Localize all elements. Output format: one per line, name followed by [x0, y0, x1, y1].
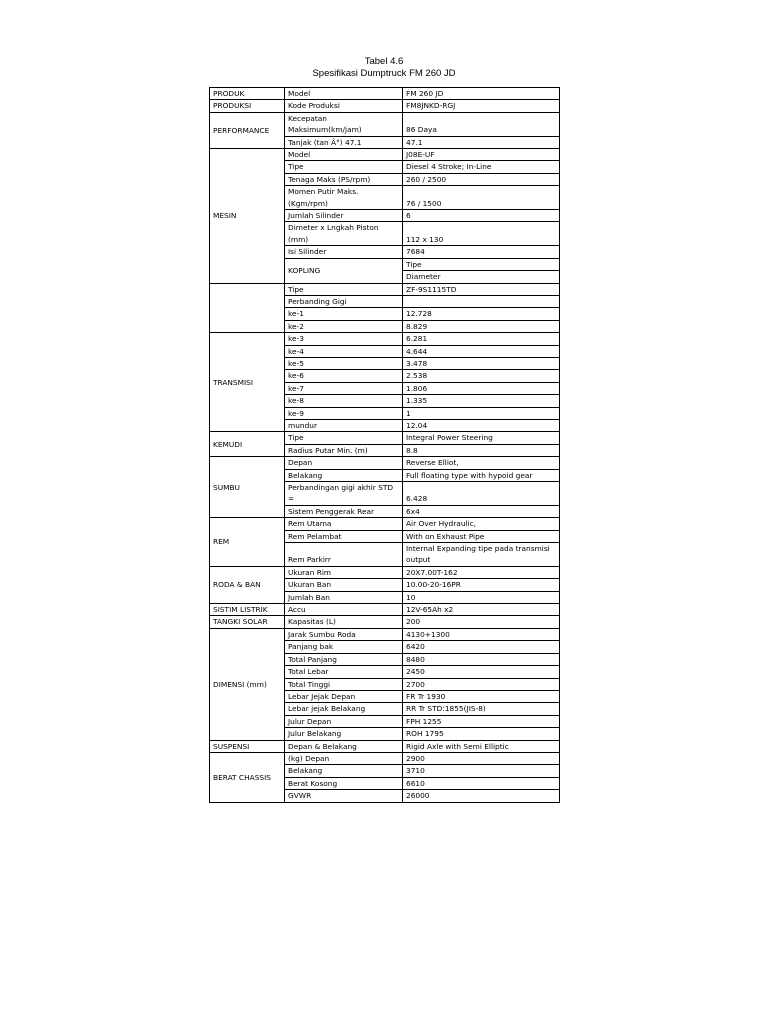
value-cell: 1	[403, 407, 560, 419]
section-label: REM	[210, 518, 285, 567]
section-label	[210, 283, 285, 333]
table-caption	[0, 56, 768, 80]
parameter-cell: Tipe	[403, 258, 560, 270]
table-row	[210, 112, 560, 136]
value-cell: 112 x 130	[403, 222, 560, 246]
table-title: Spesifikasi Dumptruck FM 260 JD	[312, 68, 456, 79]
parameter-cell: Rem Utama	[285, 518, 403, 530]
value-cell: 3710	[403, 765, 560, 777]
section-label: KOPLING	[285, 258, 403, 283]
value-cell: 7684	[403, 246, 560, 258]
parameter-cell: Rem Pelambat	[285, 530, 403, 542]
value-cell: 10.00-20-16PR	[403, 579, 560, 591]
section-label: MESIN	[210, 149, 285, 283]
parameter-cell: Julur Belakang	[285, 728, 403, 740]
parameter-cell: Kapasitas (L)	[285, 616, 403, 628]
parameter-cell: Depan & Belakang	[285, 740, 403, 752]
section-label: PRODUKSI	[210, 100, 285, 112]
parameter-cell: Panjang bak	[285, 641, 403, 653]
parameter-cell: Jarak Sumbu Roda	[285, 628, 403, 640]
value-cell: 4.644	[403, 345, 560, 357]
parameter-cell: Model	[285, 149, 403, 161]
value-cell: FR Tr 1930	[403, 690, 560, 702]
value-cell: 2450	[403, 666, 560, 678]
value-cell: 3.478	[403, 357, 560, 369]
value-cell: 6420	[403, 641, 560, 653]
parameter-cell: Kode Produksi	[285, 100, 403, 112]
parameter-cell: Total Lebar	[285, 666, 403, 678]
section-label: SISTIM LISTRIK	[210, 604, 285, 616]
table-row	[210, 566, 560, 578]
value-cell: 6	[403, 210, 560, 222]
table-row	[210, 628, 560, 640]
parameter-cell: Total Panjang	[285, 653, 403, 665]
value-cell: With on Exhaust Pipe	[403, 530, 560, 542]
value-cell: ROH 1795	[403, 728, 560, 740]
value-cell: 6.428	[403, 482, 560, 506]
parameter-cell: Model	[285, 88, 403, 100]
value-cell: 2900	[403, 752, 560, 764]
parameter-cell: Momen Putir Maks. (Kgm/rpm)	[285, 186, 403, 210]
parameter-cell: Tipe	[285, 283, 403, 295]
value-cell: 12.04	[403, 419, 560, 431]
parameter-cell: Perbanding Gigi	[285, 295, 403, 307]
value-cell: 200	[403, 616, 560, 628]
table-row	[210, 432, 560, 444]
table-row	[210, 149, 560, 161]
value-cell: 26000	[403, 790, 560, 802]
section-label: DIMENSI (mm)	[210, 628, 285, 740]
value-cell: 12V-65Ah x2	[403, 604, 560, 616]
value-cell: 2700	[403, 678, 560, 690]
parameter-cell: Isi Silinder	[285, 246, 403, 258]
value-cell: 8480	[403, 653, 560, 665]
value-cell: RR Tr STD:1855(JIS-8)	[403, 703, 560, 715]
value-cell: 10	[403, 591, 560, 603]
value-cell	[403, 295, 560, 307]
value-cell: 76 / 1500	[403, 186, 560, 210]
value-cell: 47.1	[403, 136, 560, 148]
table-row	[210, 100, 560, 112]
parameter-cell: ke-7	[285, 382, 403, 394]
parameter-cell: Tenaga Maks (PS/rpm)	[285, 173, 403, 185]
value-cell: 2.538	[403, 370, 560, 382]
parameter-cell: ke-9	[285, 407, 403, 419]
parameter-cell: Lebar jejak Belakang	[285, 703, 403, 715]
parameter-cell: Diameter	[403, 271, 560, 283]
parameter-cell: Jumlah Silinder	[285, 210, 403, 222]
value-cell: Internal Expanding tipe pada transmisi output	[403, 543, 560, 567]
parameter-cell: ke-8	[285, 395, 403, 407]
parameter-cell: Depan	[285, 457, 403, 469]
table-row	[210, 604, 560, 616]
value-cell: 6x4	[403, 505, 560, 517]
section-label: TANGKI SOLAR	[210, 616, 285, 628]
parameter-cell: mundur	[285, 419, 403, 431]
value-cell: 12.728	[403, 308, 560, 320]
table-row	[210, 518, 560, 530]
parameter-cell: Ukuran Rim	[285, 566, 403, 578]
value-cell: 6.281	[403, 333, 560, 345]
section-label: PERFORMANCE	[210, 112, 285, 148]
table-row	[210, 333, 560, 345]
value-cell: 8.8	[403, 444, 560, 456]
parameter-cell: ke-1	[285, 308, 403, 320]
table-row	[210, 457, 560, 469]
value-cell: 6610	[403, 777, 560, 789]
parameter-cell: Tipe	[285, 161, 403, 173]
section-label: SUSPENSI	[210, 740, 285, 752]
parameter-cell: Berat Kosong	[285, 777, 403, 789]
parameter-cell: Perbandingan gigi akhir STD =	[285, 482, 403, 506]
value-cell: Reverse Elliot,	[403, 457, 560, 469]
spec-table-body	[210, 88, 560, 803]
parameter-cell: ke-4	[285, 345, 403, 357]
parameter-cell: Tipe	[285, 432, 403, 444]
parameter-cell: (kg) Depan	[285, 752, 403, 764]
value-cell: Air Over Hydraulic,	[403, 518, 560, 530]
value-cell: 86 Daya	[403, 112, 560, 136]
table-row	[210, 616, 560, 628]
value-cell: 4130+1300	[403, 628, 560, 640]
parameter-cell: GVWR	[285, 790, 403, 802]
parameter-cell: Lebar Jejak Depan	[285, 690, 403, 702]
parameter-cell: ke-6	[285, 370, 403, 382]
value-cell: ZF-9S1115TD	[403, 283, 560, 295]
section-label: KEMUDI	[210, 432, 285, 457]
value-cell: 1.335	[403, 395, 560, 407]
value-cell: FPH 1255	[403, 715, 560, 727]
parameter-cell: Sistem Penggerak Rear	[285, 505, 403, 517]
section-label: BERAT CHASSIS	[210, 752, 285, 802]
value-cell: Integral Power Steering	[403, 432, 560, 444]
value-cell: FM 260 JD	[403, 88, 560, 100]
table-row	[210, 283, 560, 295]
section-label: SUMBU	[210, 457, 285, 518]
value-cell: FM8JNKD-RGJ	[403, 100, 560, 112]
table-number: Tabel 4.6	[364, 56, 404, 67]
table-row	[210, 88, 560, 100]
value-cell: Rigid Axle with Semi Elliptic	[403, 740, 560, 752]
parameter-cell: Accu	[285, 604, 403, 616]
parameter-cell: Belakang	[285, 469, 403, 481]
parameter-cell: Tanjak (tan Â°) 47.1	[285, 136, 403, 148]
value-cell: Full floating type with hypoid gear	[403, 469, 560, 481]
section-label: RODA & BAN	[210, 566, 285, 603]
value-cell: J08E-UF	[403, 149, 560, 161]
value-cell: 1.806	[403, 382, 560, 394]
value-cell: 20X7.00T-162	[403, 566, 560, 578]
parameter-cell: Belakang	[285, 765, 403, 777]
value-cell: 8.829	[403, 320, 560, 332]
section-label: PRODUK	[210, 88, 285, 100]
parameter-cell: Kecepatan Maksimum(km/jam)	[285, 112, 403, 136]
parameter-cell: Total Tinggi	[285, 678, 403, 690]
table-row	[210, 740, 560, 752]
section-label: TRANSMISI	[210, 333, 285, 432]
parameter-cell: Dimeter x Lngkah Piston (mm)	[285, 222, 403, 246]
value-cell: 260 / 2500	[403, 173, 560, 185]
parameter-cell: Radius Putar Min. (m)	[285, 444, 403, 456]
spec-table	[209, 87, 560, 803]
parameter-cell: ke-3	[285, 333, 403, 345]
parameter-cell: Ukuran Ban	[285, 579, 403, 591]
table-row	[210, 752, 560, 764]
parameter-cell: ke-2	[285, 320, 403, 332]
parameter-cell: Julur Depan	[285, 715, 403, 727]
parameter-cell: Rem Parkirr	[285, 543, 403, 567]
parameter-cell: ke-5	[285, 357, 403, 369]
parameter-cell: Jumlah Ban	[285, 591, 403, 603]
value-cell: Diesel 4 Stroke; In-Line	[403, 161, 560, 173]
